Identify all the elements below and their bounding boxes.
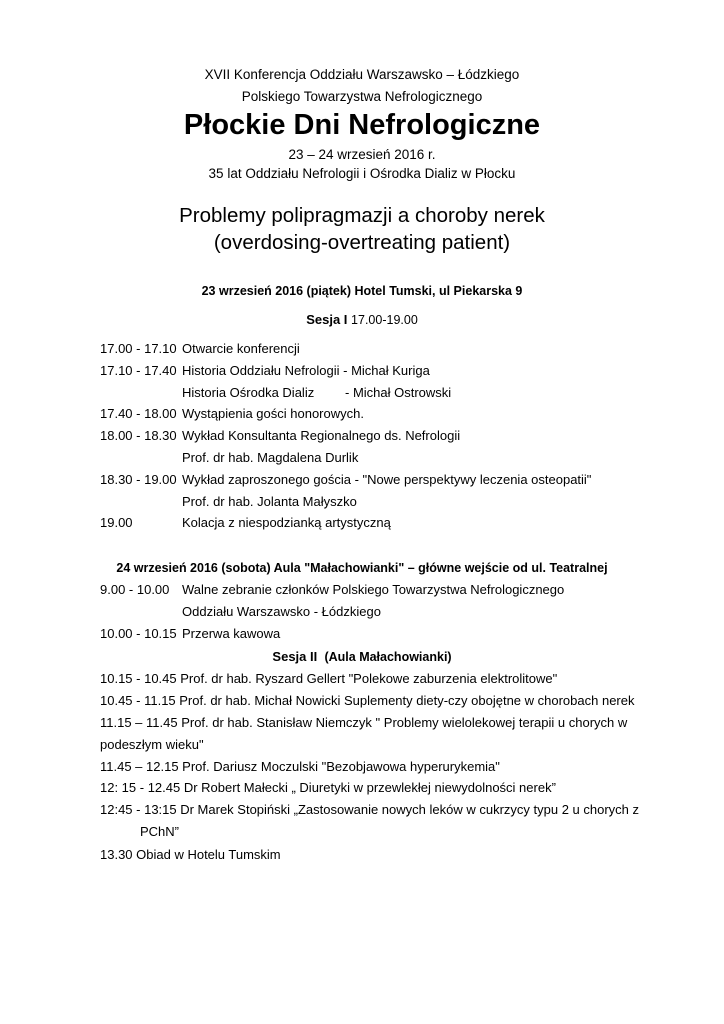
session-label: Sesja II xyxy=(272,649,318,664)
topic-line-1: Problemy polipragmazji a choroby nerek xyxy=(179,204,545,227)
schedule-row xyxy=(100,582,564,598)
schedule-time: 18.00 - 18.30 xyxy=(100,428,177,443)
schedule-row xyxy=(100,341,300,357)
schedule-row xyxy=(100,626,280,642)
schedule-text: Walne zebranie członków Polskiego Towarzystwa Nefrologicznego xyxy=(182,582,565,597)
schedule-row xyxy=(100,406,364,422)
schedule-line: 12: 15 - 12.45 Dr Robert Małecki „ Diuretyki w przewlekłej niewydolności nerek” xyxy=(100,780,556,795)
schedule-text: Otwarcie konferencji xyxy=(182,341,300,356)
schedule-row xyxy=(182,604,381,620)
schedule-text: Kolacja z niespodzianką artystyczną xyxy=(182,515,391,530)
day2-heading: 24 wrzesień 2016 (sobota) Aula "Małachowianki" – główne wejście od ul. Teatralnej xyxy=(116,561,608,575)
schedule-text: Wystąpienia gości honorowych. xyxy=(182,406,364,421)
schedule-line: 10.15 - 10.45 Prof. dr hab. Ryszard Gellert "Polekowe zaburzenia elektrolitowe" xyxy=(100,671,558,686)
schedule-row xyxy=(182,450,358,466)
header-dates: 23 – 24 wrzesień 2016 r. xyxy=(288,147,436,162)
schedule-row xyxy=(182,385,451,401)
schedule-line: podeszłym wieku" xyxy=(100,737,204,752)
topic-line-2: (overdosing-overtreating patient) xyxy=(213,231,511,254)
header-line-conference: XVII Konferencja Oddziału Warszawsko – Łódzkiego xyxy=(204,67,520,82)
schedule-row xyxy=(100,428,460,444)
schedule-time: 17.40 - 18.00 xyxy=(100,406,177,421)
session-subtitle: (Aula Małachowianki) xyxy=(324,650,452,664)
schedule-line: 10.45 - 11.15 Prof. dr hab. Michał Nowicki Suplementy diety-czy obojętne w chorobach nerek xyxy=(100,693,635,708)
schedule-time: 9.00 - 10.00 xyxy=(100,582,170,597)
header-line-society: Polskiego Towarzystwa Nefrologicznego xyxy=(241,89,483,104)
schedule-time: 17.10 - 17.40 xyxy=(100,363,177,378)
day1-heading: 23 wrzesień 2016 (piątek) Hotel Tumski, ul Piekarska 9 xyxy=(201,284,523,298)
schedule-line: PChN” xyxy=(140,824,180,839)
schedule-text: Wykład Konsultanta Regionalnego ds. Nefrologii xyxy=(182,428,461,443)
schedule-time: 18.30 - 19.00 xyxy=(100,472,177,487)
schedule-speaker: Prof. dr hab. Jolanta Małyszko xyxy=(182,494,357,509)
schedule-row xyxy=(100,515,391,531)
schedule-text: Historia Ośrodka Dializ xyxy=(182,385,315,400)
schedule-row xyxy=(182,494,357,510)
schedule-speaker: - Michał Ostrowski xyxy=(345,385,452,400)
schedule-text: Przerwa kawowa xyxy=(182,626,281,641)
schedule-line: 13.30 Obiad w Hotelu Tumskim xyxy=(100,847,281,862)
header-anniversary: 35 lat Oddziału Nefrologii i Ośrodka Dializ w Płocku xyxy=(208,166,516,181)
schedule-text: Historia Oddziału Nefrologii - Michał Kuriga xyxy=(182,363,430,378)
day2-session-heading xyxy=(0,649,724,665)
schedule-time: 10.00 - 10.15 xyxy=(100,626,177,641)
schedule-line: 11.45 – 12.15 Prof. Dariusz Moczulski "Bezobjawowa hyperurykemia" xyxy=(100,759,500,774)
schedule-time: 19.00 xyxy=(100,515,133,530)
schedule-text: Wykład zaproszonego gościa - "Nowe perspektywy leczenia osteopatii" xyxy=(182,472,592,487)
page-title: Płockie Dni Nefrologiczne xyxy=(183,109,541,141)
day1-session-heading xyxy=(0,312,724,328)
schedule-time: 17.00 - 17.10 xyxy=(100,341,177,356)
schedule-row xyxy=(100,363,430,379)
session-label: Sesja I xyxy=(306,312,348,327)
schedule-line: 12:45 - 13:15 Dr Marek Stopiński „Zastosowanie nowych leków w cukrzycy typu 2 u chorych z xyxy=(100,802,640,817)
schedule-speaker: Prof. dr hab. Magdalena Durlik xyxy=(182,450,359,465)
schedule-text: Oddziału Warszawsko - Łódzkiego xyxy=(182,604,381,619)
schedule-line: 11.15 – 11.45 Prof. dr hab. Stanisław Niemczyk " Problemy wielolekowej terapii u chorych w xyxy=(100,715,628,730)
session-time: 17.00-19.00 xyxy=(351,313,418,327)
schedule-row xyxy=(100,472,591,488)
